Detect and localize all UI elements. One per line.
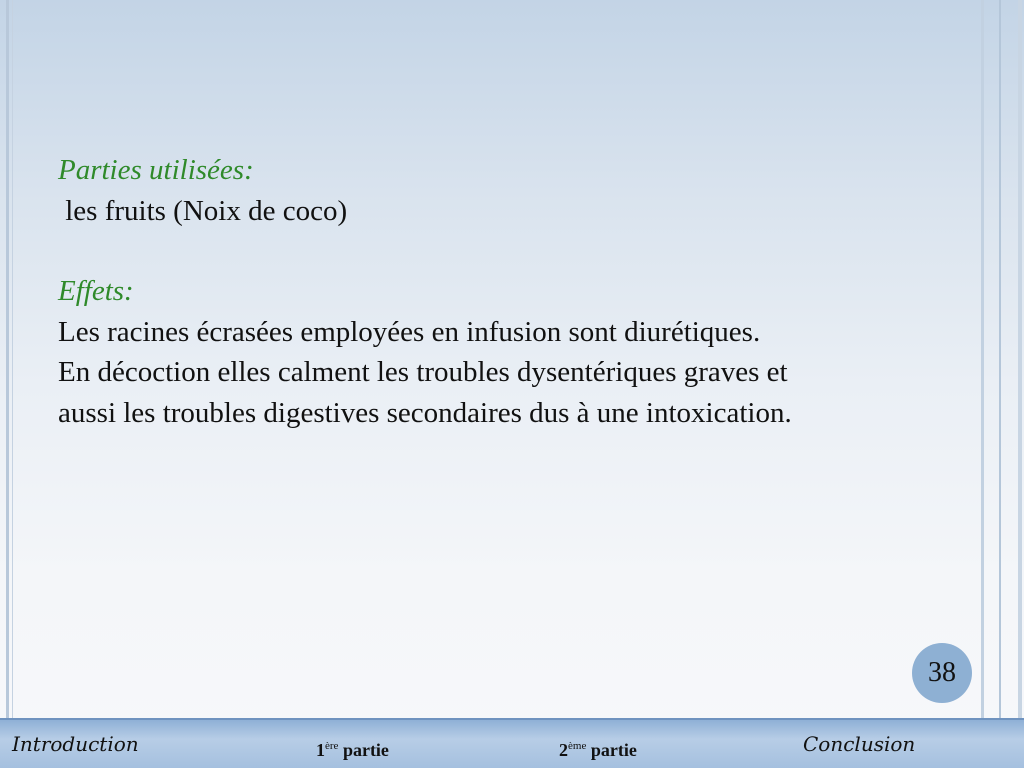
right-border-line xyxy=(999,0,1001,718)
parties-utilisees-heading: Parties utilisées: xyxy=(58,154,254,186)
right-border-line xyxy=(1018,0,1022,718)
spacer xyxy=(58,231,958,271)
nav-part1-label: partie xyxy=(338,740,389,760)
nav-part2-number: 2 xyxy=(559,740,568,760)
footer-navigation xyxy=(0,718,1024,768)
effets-line-2: En décoction elles calment les troubles dysentériques graves et xyxy=(58,356,788,388)
nav-introduction-link[interactable]: Introduction xyxy=(12,732,139,756)
page-number-badge: 38 xyxy=(912,643,972,703)
slide-content xyxy=(58,150,958,433)
nav-part1-link[interactable] xyxy=(316,740,389,761)
left-border-line xyxy=(12,0,13,718)
nav-part2-label: partie xyxy=(586,740,637,760)
left-border-line xyxy=(6,0,9,718)
nav-part2-sup: ème xyxy=(568,740,587,752)
effets-line-1: Les racines écrasées employées en infusion sont diurétiques. xyxy=(58,315,761,348)
effets-heading: Effets: xyxy=(58,275,134,307)
nav-conclusion-link[interactable]: Conclusion xyxy=(803,732,916,756)
nav-part1-sup: ère xyxy=(325,740,339,752)
effets-line-3: aussi les troubles digestives secondaires dus à une intoxication. xyxy=(58,396,792,429)
right-border-line xyxy=(981,0,984,718)
nav-part2-link[interactable] xyxy=(559,740,637,761)
nav-part1-number: 1 xyxy=(316,740,325,760)
parties-utilisees-text: les fruits (Noix de coco) xyxy=(58,194,348,227)
